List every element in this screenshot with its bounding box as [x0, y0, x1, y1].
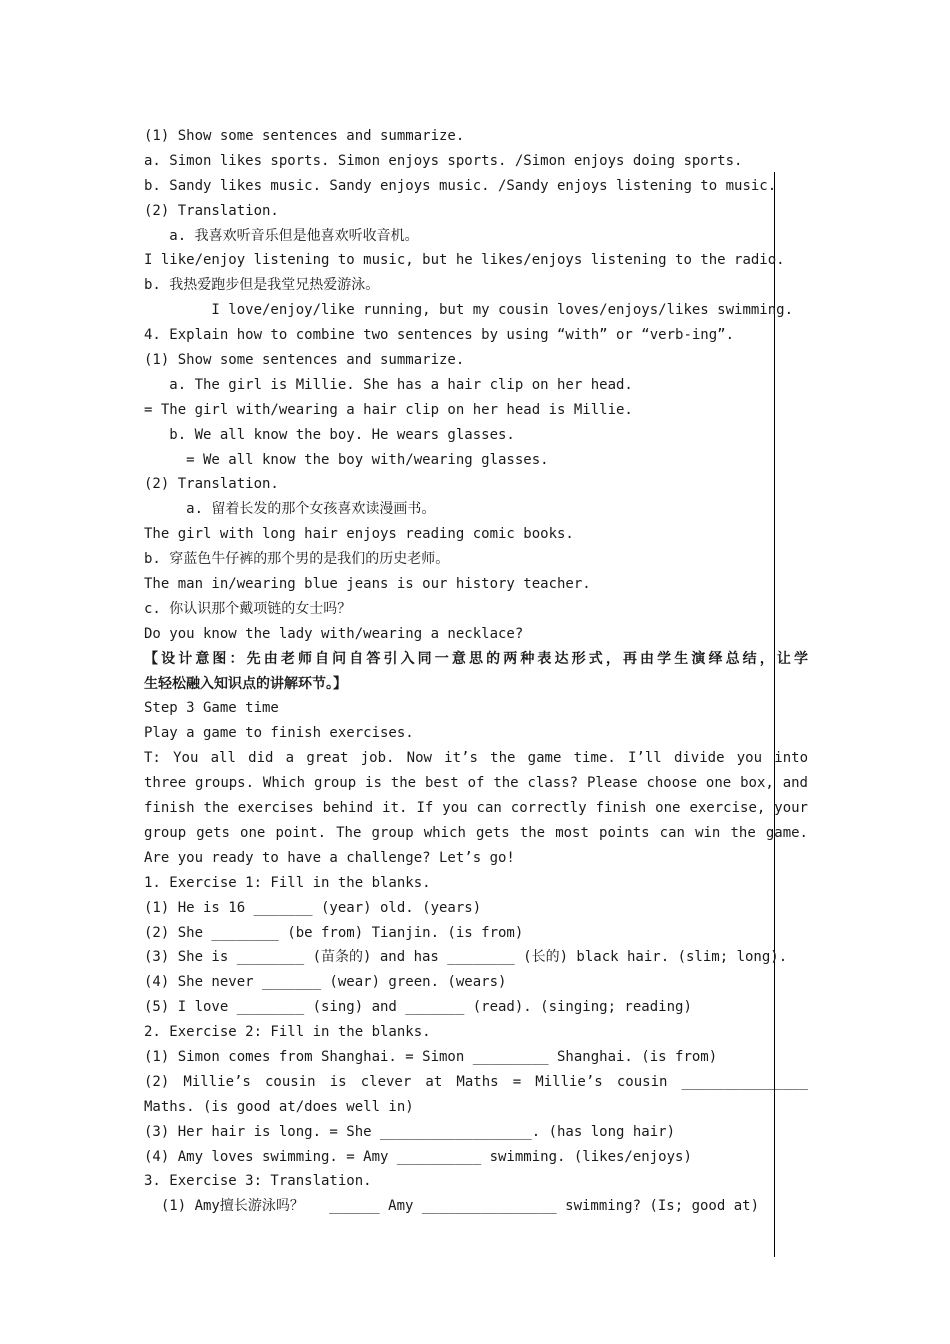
- exercise-heading: 2. Exercise 2: Fill in the blanks.: [144, 1024, 431, 1041]
- text-line: = We all know the boy with/wearing glasses.: [144, 451, 549, 468]
- exercise-item: (4) She never _______ (wear) green. (wears): [144, 974, 507, 991]
- text-line: (2) Translation.: [144, 202, 279, 219]
- text-line: Play a game to finish exercises.: [144, 725, 414, 742]
- text-line: b. 穿蓝色牛仔裤的那个男的是我们的历史老师。: [144, 551, 450, 568]
- text-line: a. Simon likes sports. Simon enjoys sports. /Simon enjoys doing sports.: [144, 152, 743, 169]
- text-line: Are you ready to have a challenge? Let’s go!: [144, 849, 515, 866]
- text-line: b. We all know the boy. He wears glasses.: [144, 426, 515, 443]
- text-line: a. 我喜欢听音乐但是他喜欢听收音机。: [144, 227, 419, 244]
- text-line: (1) Show some sentences and summarize.: [144, 352, 465, 369]
- text-line: b. Sandy likes music. Sandy enjoys music. /Sandy enjoys listening to music.: [144, 177, 777, 194]
- text-line: I love/enjoy/like running, but my cousin loves/enjoys/likes swimming.: [144, 302, 794, 319]
- text-line: = The girl with/wearing a hair clip on her head is Millie.: [144, 401, 633, 418]
- exercise-item: Maths. (is good at/does well in): [144, 1098, 414, 1115]
- exercise-item: (1) Amy擅长游泳吗？ ______ Amy ________________ swimming? (Is; good at): [144, 1198, 760, 1215]
- text-line: The girl with long hair enjoys reading comic books.: [144, 526, 574, 543]
- exercise-item: (3) She is ________ (苗条的) and has ________ (长的) black hair. (slim; long).: [144, 949, 788, 966]
- text-line: T: You all did a great job. Now it’s the game time. I’ll divide you into: [144, 750, 808, 767]
- exercise-item: (4) Amy loves swimming. = Amy __________ swimming. (likes/enjoys): [144, 1148, 692, 1165]
- section-heading: Step 3 Game time: [144, 700, 279, 717]
- text-line: finish the exercises behind it. If you can correctly finish one exercise, your: [144, 800, 808, 817]
- design-intent-note-cont: 生轻松融入知识点的讲解环节。】: [144, 675, 347, 692]
- exercise-item: (5) I love ________ (sing) and _______ (read). (singing; reading): [144, 999, 692, 1016]
- document-body: [144, 124, 808, 1219]
- text-line: 4. Explain how to combine two sentences by using “with” or “verb-ing”.: [144, 327, 735, 344]
- text-line: (2) Translation.: [144, 476, 279, 493]
- text-line: Do you know the lady with/wearing a necklace?: [144, 625, 524, 642]
- exercise-heading: 1. Exercise 1: Fill in the blanks.: [144, 874, 431, 891]
- text-line: a. 留着长发的那个女孩喜欢读漫画书。: [144, 501, 436, 518]
- text-line: (1) Show some sentences and summarize.: [144, 128, 465, 144]
- design-intent-note: 【设计意图：先由老师自问自答引入同一意思的两种表达形式，再由学生演绎总结，让学: [144, 650, 808, 667]
- exercise-heading: 3. Exercise 3: Translation.: [144, 1173, 372, 1190]
- exercise-item: (2) Millie’s cousin is clever at Maths = Millie’s cousin _______________: [144, 1073, 808, 1090]
- exercise-item: (3) Her hair is long. = She __________________. (has long hair): [144, 1123, 676, 1140]
- text-line: The man in/wearing blue jeans is our history teacher.: [144, 576, 591, 593]
- exercise-item: (1) Simon comes from Shanghai. = Simon _________ Shanghai. (is from): [144, 1048, 718, 1065]
- exercise-item: (1) He is 16 _______ (year) old. (years): [144, 899, 482, 916]
- text-line: c. 你认识那个戴项链的女士吗？: [144, 600, 352, 617]
- text-line: b. 我热爱跑步但是我堂兄热爱游泳。: [144, 277, 380, 294]
- text-line: three groups. Which group is the best of the class? Please choose one box, and: [144, 775, 808, 792]
- text-line: I like/enjoy listening to music, but he likes/enjoys listening to the radio.: [144, 252, 785, 269]
- text-line: group gets one point. The group which gets the most points can win the game.: [144, 824, 808, 841]
- text-line: a. The girl is Millie. She has a hair clip on her head.: [144, 376, 633, 393]
- exercise-item: (2) She ________ (be from) Tianjin. (is from): [144, 924, 524, 941]
